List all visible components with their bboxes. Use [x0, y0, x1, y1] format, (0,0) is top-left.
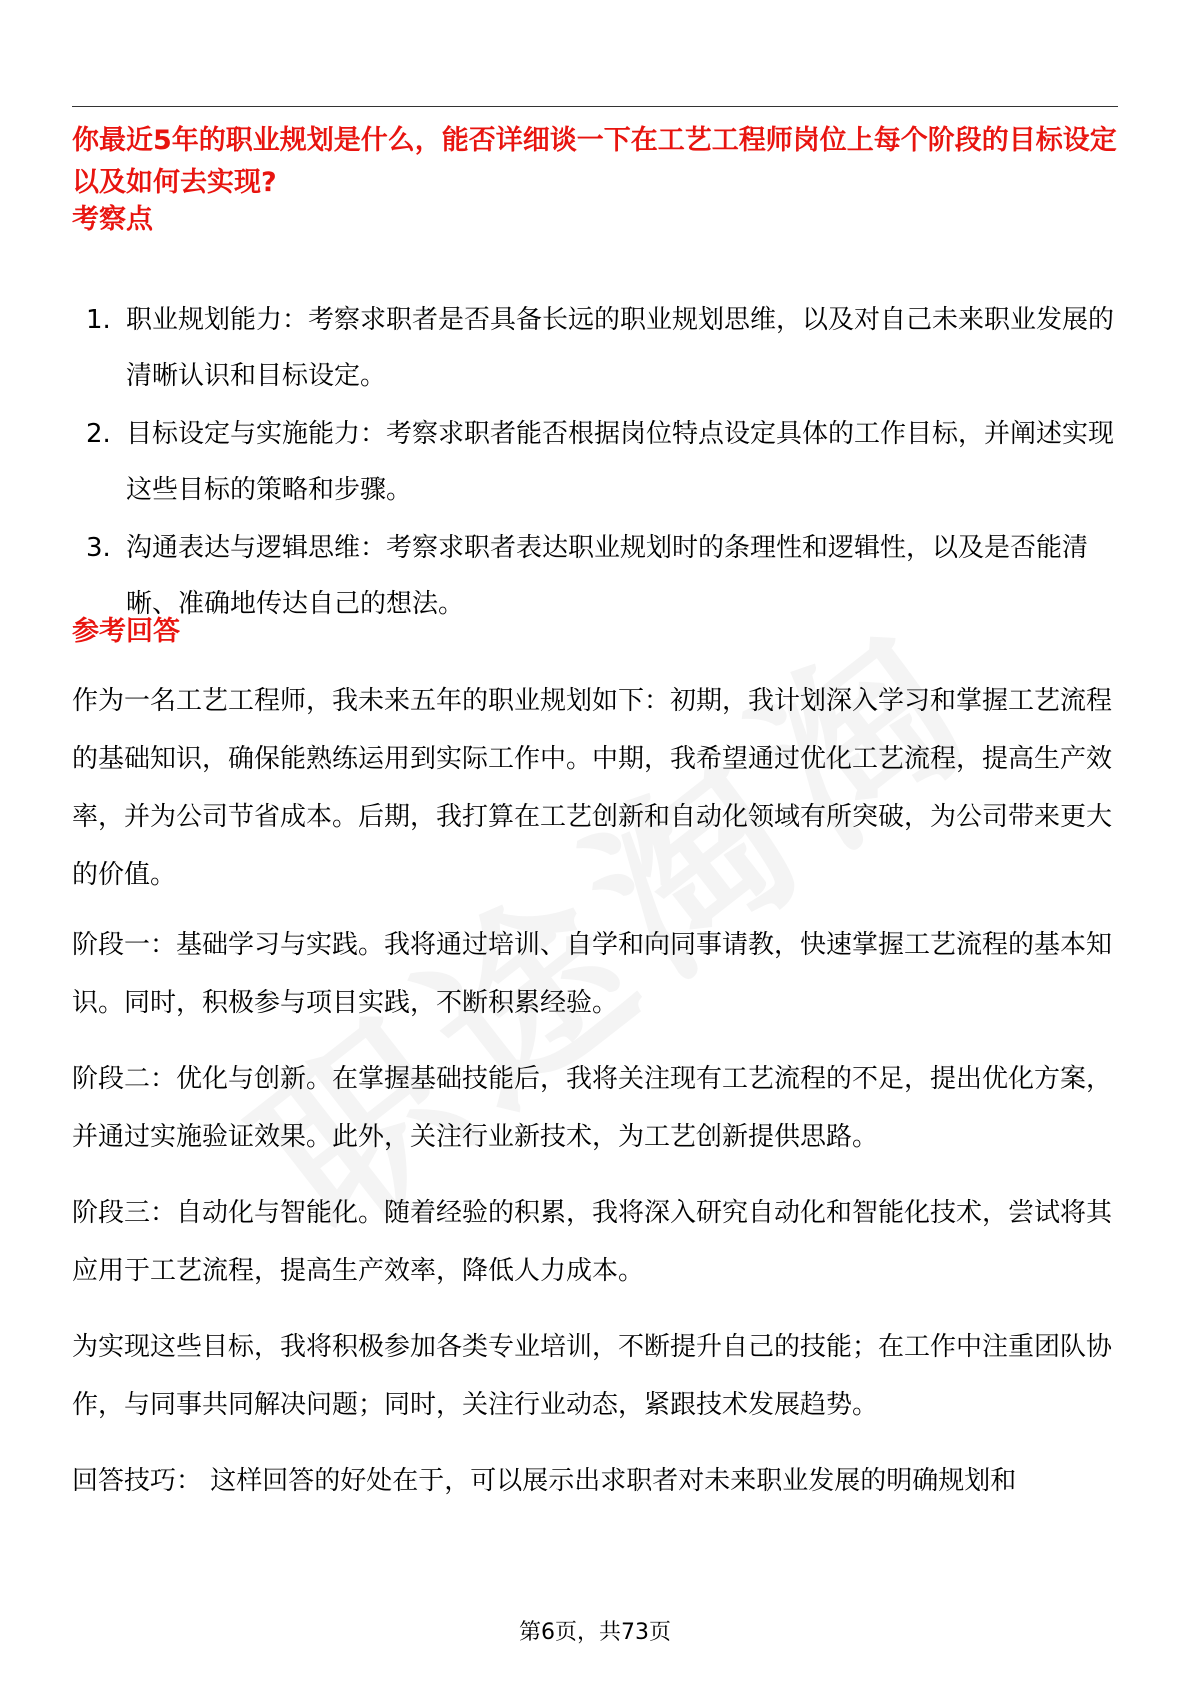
assessment-item	[72, 292, 1118, 404]
assessment-item-number: 2.	[86, 419, 111, 449]
answer-paragraph: 阶段一：基础学习与实践。我将通过培训、自学和向同事请教，快速掌握工艺流程的基本知识。同时，积极参与项目实践，不断积累经验。	[72, 930, 1113, 1018]
assessment-item-number: 1.	[86, 305, 111, 335]
answer-heading: 参考回答	[72, 616, 180, 647]
assessment-heading: 考察点	[72, 204, 153, 235]
question-title: 你最近5年的职业规划是什么，能否详细谈一下在工艺工程师岗位上每个阶段的目标设定以及如何去实现?	[72, 125, 1117, 198]
answer-paragraph: 阶段三：自动化与智能化。随着经验的积累，我将深入研究自动化和智能化技术，尝试将其应用于工艺流程，提高生产效率，降低人力成本。	[72, 1198, 1113, 1286]
top-divider	[72, 106, 1118, 107]
answer-paragraph: 为实现这些目标，我将积极参加各类专业培训，不断提升自己的技能；在工作中注重团队协作，与同事共同解决问题；同时，关注行业动态，紧跟技术发展趋势。	[72, 1332, 1113, 1420]
answer-paragraph: 阶段二：优化与创新。在掌握基础技能后，我将关注现有工艺流程的不足，提出优化方案，并通过实施验证效果。此外，关注行业新技术，为工艺创新提供思路。	[72, 1064, 1113, 1152]
answer-paragraph: 作为一名工艺工程师，我未来五年的职业规划如下：初期，我计划深入学习和掌握工艺流程的基础知识，确保能熟练运用到实际工作中。中期，我希望通过优化工艺流程，提高生产效率，并为公司节省成本。后期，我打算在工艺创新和自动化领域有所突破，为公司带来更大的价值。	[72, 686, 1113, 890]
assessment-list	[72, 292, 1118, 634]
assessment-item	[72, 406, 1118, 518]
assessment-item-text: 沟通表达与逻辑思维：考察求职者表达职业规划时的条理性和逻辑性，以及是否能清晰、准确地传达自己的想法。	[126, 533, 1089, 619]
page-number: 第6页，共73页	[519, 1620, 671, 1645]
assessment-item-number: 3.	[86, 533, 111, 563]
assessment-item-text: 目标设定与实施能力：考察求职者能否根据岗位特点设定具体的工作目标，并阐述实现这些目标的策略和步骤。	[126, 419, 1115, 505]
answer-tip: 回答技巧： 这样回答的好处在于，可以展示出求职者对未来职业发展的明确规划和	[72, 1466, 1017, 1496]
assessment-item	[72, 520, 1118, 632]
assessment-item-text: 职业规划能力：考察求职者是否具备长远的职业规划思维，以及对自己未来职业发展的清晰认识和目标设定。	[126, 305, 1115, 391]
